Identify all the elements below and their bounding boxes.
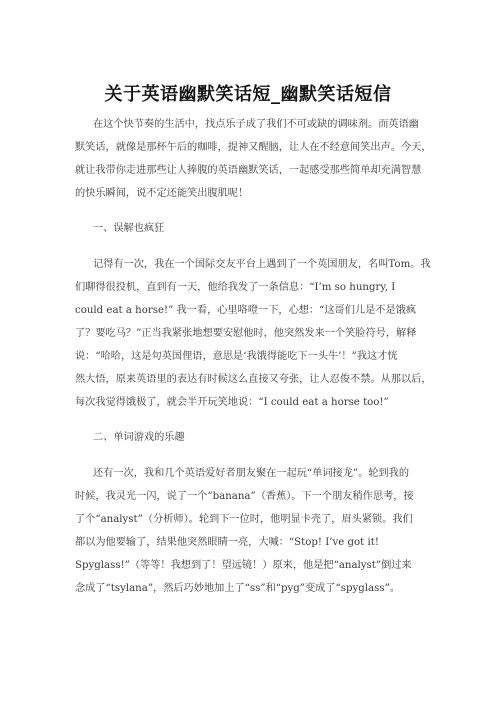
paragraph-line: 的快乐瞬间，说不定还能笑出腹肌呢！ [75,188,249,199]
paragraph-line: 时候，我灵光一闪，说了一个“banana”（香蕉）。下一个朋友稍作思考，接 [75,491,414,502]
paragraph-line: 每次我觉得饿极了，就会半开玩笑地说：“I could eat a horse too!” [75,397,389,408]
paragraph-line: 了个“analyst”（分析师）。轮到下一位时，他明显卡壳了，眉头紧锁。我们 [75,514,413,525]
paragraph-line: 就让我带你走进那些让人捧腹的英语幽默笑话，一起感受那些简单却充满智慧 [75,165,422,176]
paragraph-line: 们聊得很投机，直到有一天，他给我发了一条信息：“I’m so hungry, I [75,282,396,293]
section-heading-1: 一、误解也疯狂 [93,223,165,234]
paragraph-line: 然大悟，原来英语里的表达有时候这么直接又夸张，让人忍俊不禁。从那以后， [75,374,432,385]
paragraph-line: 记得有一次，我在一个国际交友平台上遇到了一个英国朋友，名叫Tom。我 [93,259,431,270]
paragraph-line: Spyglass!”（等等！我想到了！望远镜！）原来，他是把“analyst”倒过来 [75,560,412,571]
paragraph-line: 说：“哈哈，这是句英国俚语，意思是‘我饿得能吃下一头牛’！”我这才恍 [75,351,398,362]
paragraph-line: 都以为他要输了，结果他突然眼睛一亮，大喊：“Stop! I’ve got it! [75,537,379,548]
paragraph-line: could eat a horse!” 我一看，心里咯噔一下，心想：“这哥们儿是不是饿疯 [75,305,417,316]
paragraph-line: 默笑话，就像是那杯午后的咖啡，提神又醒脑，让人在不经意间笑出声。今天， [75,142,432,153]
section-heading-2: 二、单词游戏的乐趣 [93,432,185,443]
paragraph-line: 了？要吃马？”正当我紧张地想要安慰他时，他突然发来一个笑脸符号，解释 [75,328,417,339]
paragraph-line: 在这个快节奏的生活中，找点乐子成了我们不可或缺的调味剂。而英语幽 [93,119,419,130]
document-title: 关于英语幽默笑话短_幽默笑话短信 [104,84,392,105]
paragraph-line: 还有一次，我和几个英语爱好者朋友聚在一起玩“单词接龙”。轮到我的 [93,468,410,479]
paragraph-line: 念成了“tsylana”，然后巧妙地加上了“ss”和“pyg”变成了“spyglass”。 [75,583,400,594]
